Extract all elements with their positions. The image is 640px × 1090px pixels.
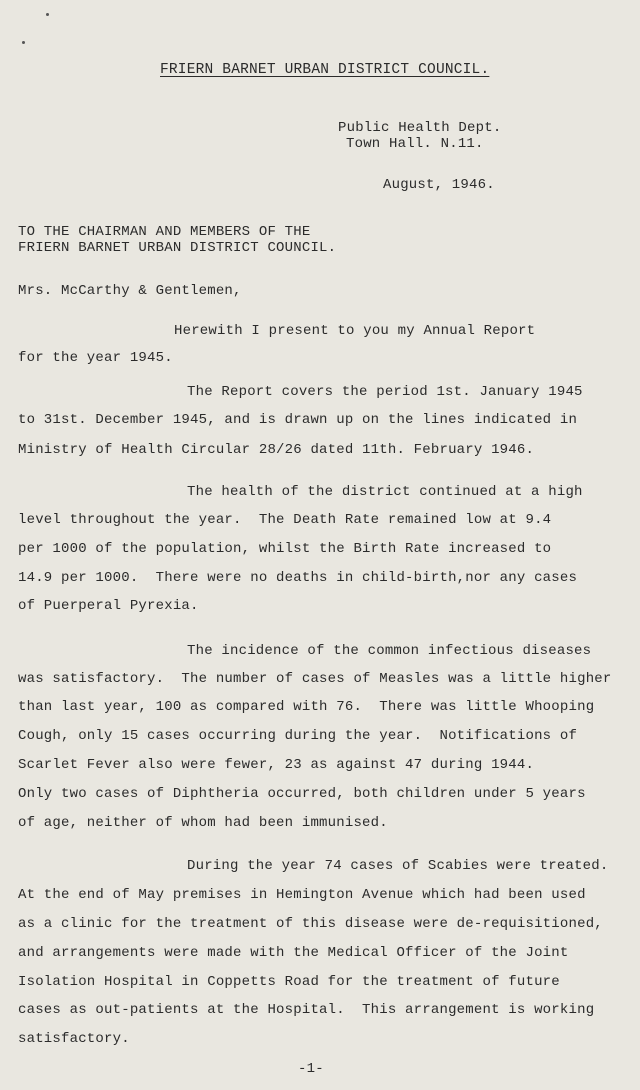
addressee-line-2: FRIERN BARNET URBAN DISTRICT COUNCIL. — [18, 240, 337, 256]
paragraph-5-line-4: and arrangements were made with the Medical Officer of the Joint — [18, 945, 569, 961]
paragraph-5-line-5: Isolation Hospital in Coppetts Road for the treatment of future — [18, 974, 560, 990]
paragraph-4-line-5: Scarlet Fever also were fewer, 23 as against 47 during 1944. — [18, 757, 535, 773]
paragraph-1-line-2: for the year 1945. — [18, 350, 173, 366]
paragraph-5-line-3: as a clinic for the treatment of this disease were de-requisitioned, — [18, 916, 603, 932]
paragraph-4-line-4: Cough, only 15 cases occurring during the year. Notifications of — [18, 728, 578, 744]
paragraph-4-line-2: was satisfactory. The number of cases of Measles was a little higher — [18, 671, 612, 687]
paragraph-4-line-7: of age, neither of whom had been immunised. — [18, 815, 388, 831]
paragraph-2-line-1: The Report covers the period 1st. January 1945 — [187, 384, 583, 400]
paragraph-4-line-6: Only two cases of Diphtheria occurred, both children under 5 years — [18, 786, 586, 802]
paragraph-3-line-2: level throughout the year. The Death Rate remained low at 9.4 — [18, 512, 552, 528]
paragraph-2-line-2: to 31st. December 1945, and is drawn up on the lines indicated in — [18, 412, 578, 428]
paragraph-3-line-4: 14.9 per 1000. There were no deaths in child-birth,nor any cases — [18, 570, 578, 586]
paragraph-5-line-7: satisfactory. — [18, 1031, 130, 1047]
paragraph-4-line-1: The incidence of the common infectious diseases — [187, 643, 592, 659]
paragraph-2-line-3: Ministry of Health Circular 28/26 dated 11th. February 1946. — [18, 442, 535, 458]
salutation: Mrs. McCarthy & Gentlemen, — [18, 283, 242, 299]
paragraph-5-line-6: cases as out-patients at the Hospital. This arrangement is working — [18, 1002, 595, 1018]
paragraph-5-line-2: At the end of May premises in Hemington Avenue which had been used — [18, 887, 586, 903]
paper-speck — [46, 13, 49, 16]
paragraph-4-line-3: than last year, 100 as compared with 76. There was little Whooping — [18, 699, 595, 715]
paper-speck — [22, 41, 25, 44]
address-line-1: Public Health Dept. — [338, 120, 502, 136]
paragraph-3-line-5: of Puerperal Pyrexia. — [18, 598, 199, 614]
council-title: FRIERN BARNET URBAN DISTRICT COUNCIL. — [160, 62, 490, 78]
paragraph-3-line-1: The health of the district continued at a high — [187, 484, 583, 500]
paragraph-5-line-1: During the year 74 cases of Scabies were treated. — [187, 858, 609, 874]
addressee-line-1: TO THE CHAIRMAN AND MEMBERS OF THE — [18, 224, 311, 240]
paragraph-3-line-3: per 1000 of the population, whilst the Birth Rate increased to — [18, 541, 552, 557]
page-number: -1- — [298, 1061, 324, 1077]
report-date: August, 1946. — [383, 177, 495, 193]
address-line-2: Town Hall. N.11. — [346, 136, 484, 152]
paragraph-1-line-1: Herewith I present to you my Annual Report — [174, 323, 536, 339]
